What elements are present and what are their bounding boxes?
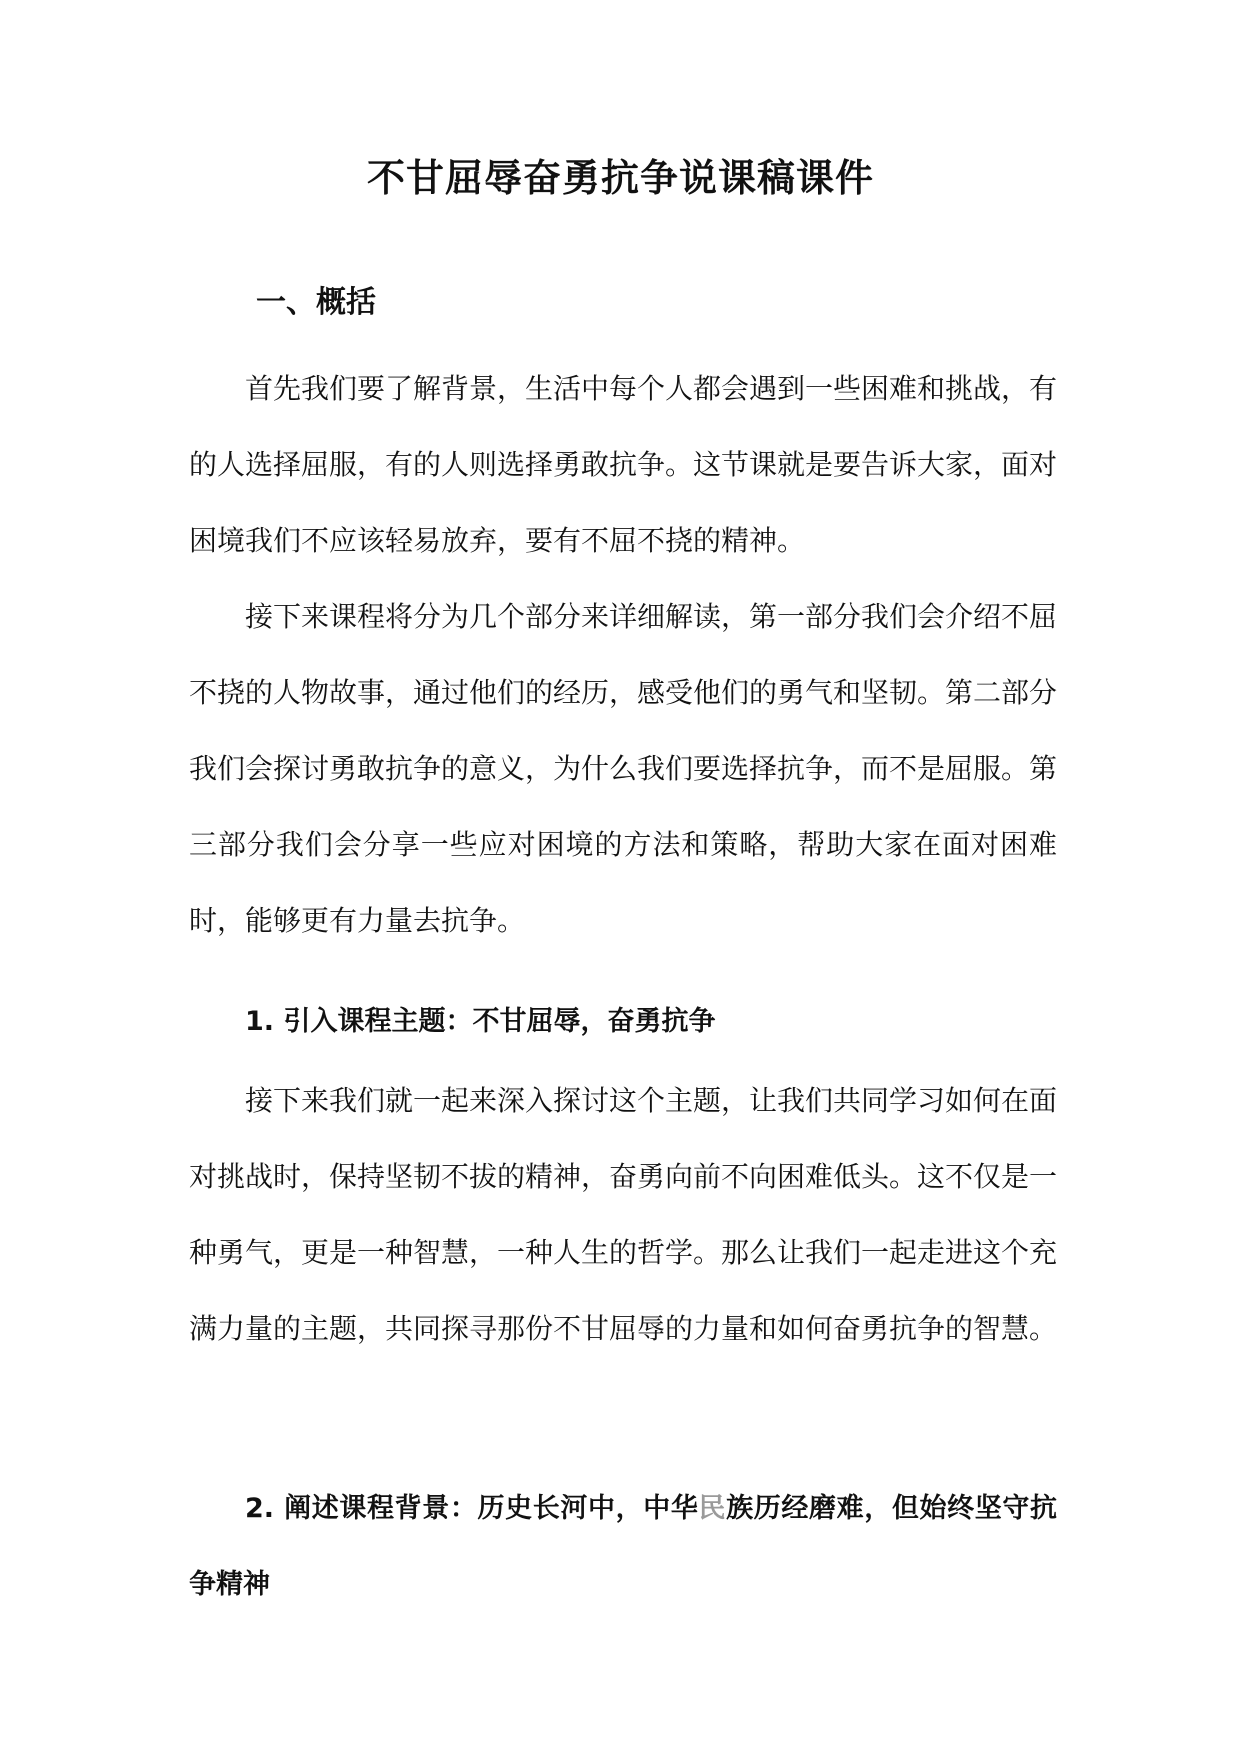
subsection-heading-1: 1. 引入课程主题：不甘屈辱，奋勇抗争 (245, 1006, 716, 1037)
subsection-heading-2-part2: 族历经磨难，但始终坚守抗争精神 (189, 1493, 1058, 1600)
subsection-heading-2-part1: 2. 阐述课程背景：历史长河中，中华 (245, 1493, 699, 1524)
overview-paragraph-2: 接下来课程将分为几个部分来详细解读，第一部分我们会介绍不屈不挠的人物故事，通过他们的经历，感受他们的勇气和坚韧。第二部分我们会探讨勇敢抗争的意义，为什么我们要选择抗争，而不是屈服。第三部分我们会分享一些应对困境的方法和策略，帮助大家在面对困难时，能够更有力量去抗争。 (189, 600, 1058, 937)
overview-paragraph-1: 首先我们要了解背景，生活中每个人都会遇到一些困难和挑战，有的人选择屈服，有的人则选择勇敢抗争。这节课就是要告诉大家，面对困境我们不应该轻易放弃，要有不屈不挠的精神。 (189, 372, 1058, 557)
document-title: 不甘屈辱奋勇抗争说课稿课件 (366, 155, 874, 200)
section-heading-overview: 一、概括 (256, 285, 376, 320)
subsection-heading-2-faded-char: 民 (698, 1493, 727, 1524)
subsection-heading-2 (189, 1471, 1057, 1623)
subsection-1-paragraph: 接下来我们就一起来深入探讨这个主题，让我们共同学习如何在面对挑战时，保持坚韧不拔的精神，奋勇向前不向困难低头。这不仅是一种勇气，更是一种智慧，一种人生的哲学。那么让我们一起走进这个充满力量的主题，共同探寻那份不甘屈辱的力量和如何奋勇抗争的智慧。 (189, 1084, 1058, 1345)
